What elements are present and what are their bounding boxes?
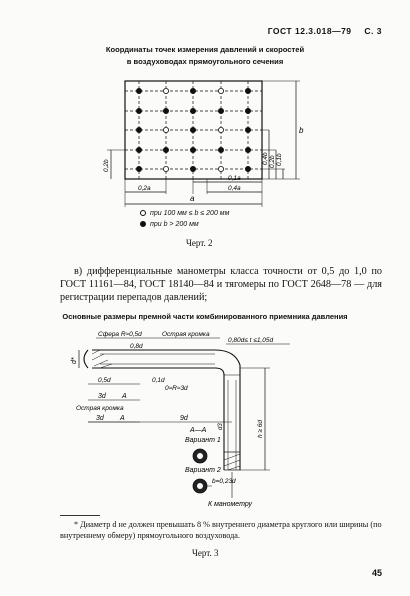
figure2-caption-line1: Координаты точек измерения давлений и скоростей (105, 45, 305, 54)
label-d: d* (71, 357, 78, 364)
figure3-title: Основные размеры премной части комбинированного приемника давления (62, 312, 348, 321)
measurement-point (218, 127, 223, 132)
measurement-point (218, 147, 223, 152)
footnote-rule (60, 515, 100, 516)
dim-0-2b: 0,2b (103, 159, 110, 172)
legend-open-points: при 100 мм ≤ b ≤ 200 мм (140, 210, 229, 217)
measurement-point (245, 127, 250, 132)
measurement-points (136, 88, 250, 171)
measurement-point (245, 88, 250, 93)
measurement-point (190, 127, 195, 132)
measurement-point (190, 88, 195, 93)
measurement-point (136, 166, 141, 171)
measurement-point (163, 88, 168, 93)
legend-filled-points: при b > 200 мм (140, 221, 199, 228)
dim-0-1b: 0,1b (276, 153, 283, 166)
paragraph-b: в) дифференциальные манометры класса точности от 0,5 до 1,0 по ГОСТ 11161—84, ГОСТ 18140—84 и тягомеры по ГОСТ 2648—78 — для регистрации перепадов давлений; (60, 266, 382, 303)
label-0-5d: 0,5d (98, 377, 111, 384)
figure3-label: Черт. 3 (192, 548, 219, 558)
label-0-1d: 0,1d (152, 377, 165, 384)
dim-0-4a: 0,4a (228, 185, 241, 192)
measurement-point (136, 88, 141, 93)
figure2-caption-line2: в воздуховодах прямоугольного сечения (126, 57, 284, 66)
dim-0-4b: 0,4b (262, 152, 269, 165)
dim-a: a (190, 194, 195, 203)
measurement-point (163, 127, 168, 132)
label-9d: 9d (180, 415, 188, 422)
figure3-diagram (0, 320, 410, 520)
footnote: * Диаметр d не должен превышать 8 % внутреннего диаметра круглого или ширины (по внутреннему обмеру) прямоугольного воздуховода. (60, 520, 382, 540)
label-variant1: Вариант 1 (185, 437, 221, 444)
open-circle-icon (140, 210, 146, 216)
measurement-point (136, 127, 141, 132)
measurement-point (136, 108, 141, 113)
measurement-point (218, 166, 223, 171)
measurement-point (218, 88, 223, 93)
label-r3d: 0≈R≈3d (165, 385, 188, 392)
label-A2: A (120, 415, 125, 422)
measurement-point (245, 108, 250, 113)
label-3d-a: 3d (98, 393, 106, 400)
measurement-point (163, 108, 168, 113)
dim-0-2b-right: 0,2b (269, 155, 276, 168)
dim-0-2a: 0,2a (138, 185, 151, 192)
measurement-point (190, 166, 195, 171)
measurement-point (136, 147, 141, 152)
label-0-80d: 0,80d≤ t ≤1,05d (228, 337, 274, 344)
figure2-label: Черт. 2 (186, 238, 213, 248)
label-section-AA: А—А (190, 427, 207, 434)
label-h: h ≥ 6d (257, 419, 264, 438)
measurement-point (190, 147, 195, 152)
standard-number: ГОСТ 12.3.018—79 (267, 26, 352, 36)
measurement-point (163, 147, 168, 152)
page-label: С. 3 (364, 26, 382, 36)
label-3d-b: 3d (96, 415, 104, 422)
figure2-diagram (0, 0, 410, 230)
label-k-manometru: К манометру (208, 501, 253, 508)
label-sfera: Сфера R≈0,5d (98, 331, 142, 338)
label-A1: A (122, 393, 127, 400)
label-b023: b=0,23d (212, 478, 236, 485)
label-ostraya-top: Острая кромка (162, 331, 210, 338)
dim-b: b (299, 126, 304, 135)
measurement-point (163, 166, 168, 171)
measurement-point (190, 108, 195, 113)
measurement-point (218, 108, 223, 113)
label-d3: d3 (218, 423, 224, 430)
label-0-8d: 0,8d (130, 343, 143, 350)
label-variant2: Вариант 2 (185, 467, 221, 474)
measurement-point (245, 147, 250, 152)
label-ostraya-bottom: Острая кромка (76, 405, 124, 412)
filled-circle-icon (140, 221, 146, 227)
page-number: 45 (371, 568, 382, 578)
measurement-point (245, 166, 250, 171)
dim-0-1a: 0,1a (228, 175, 241, 182)
